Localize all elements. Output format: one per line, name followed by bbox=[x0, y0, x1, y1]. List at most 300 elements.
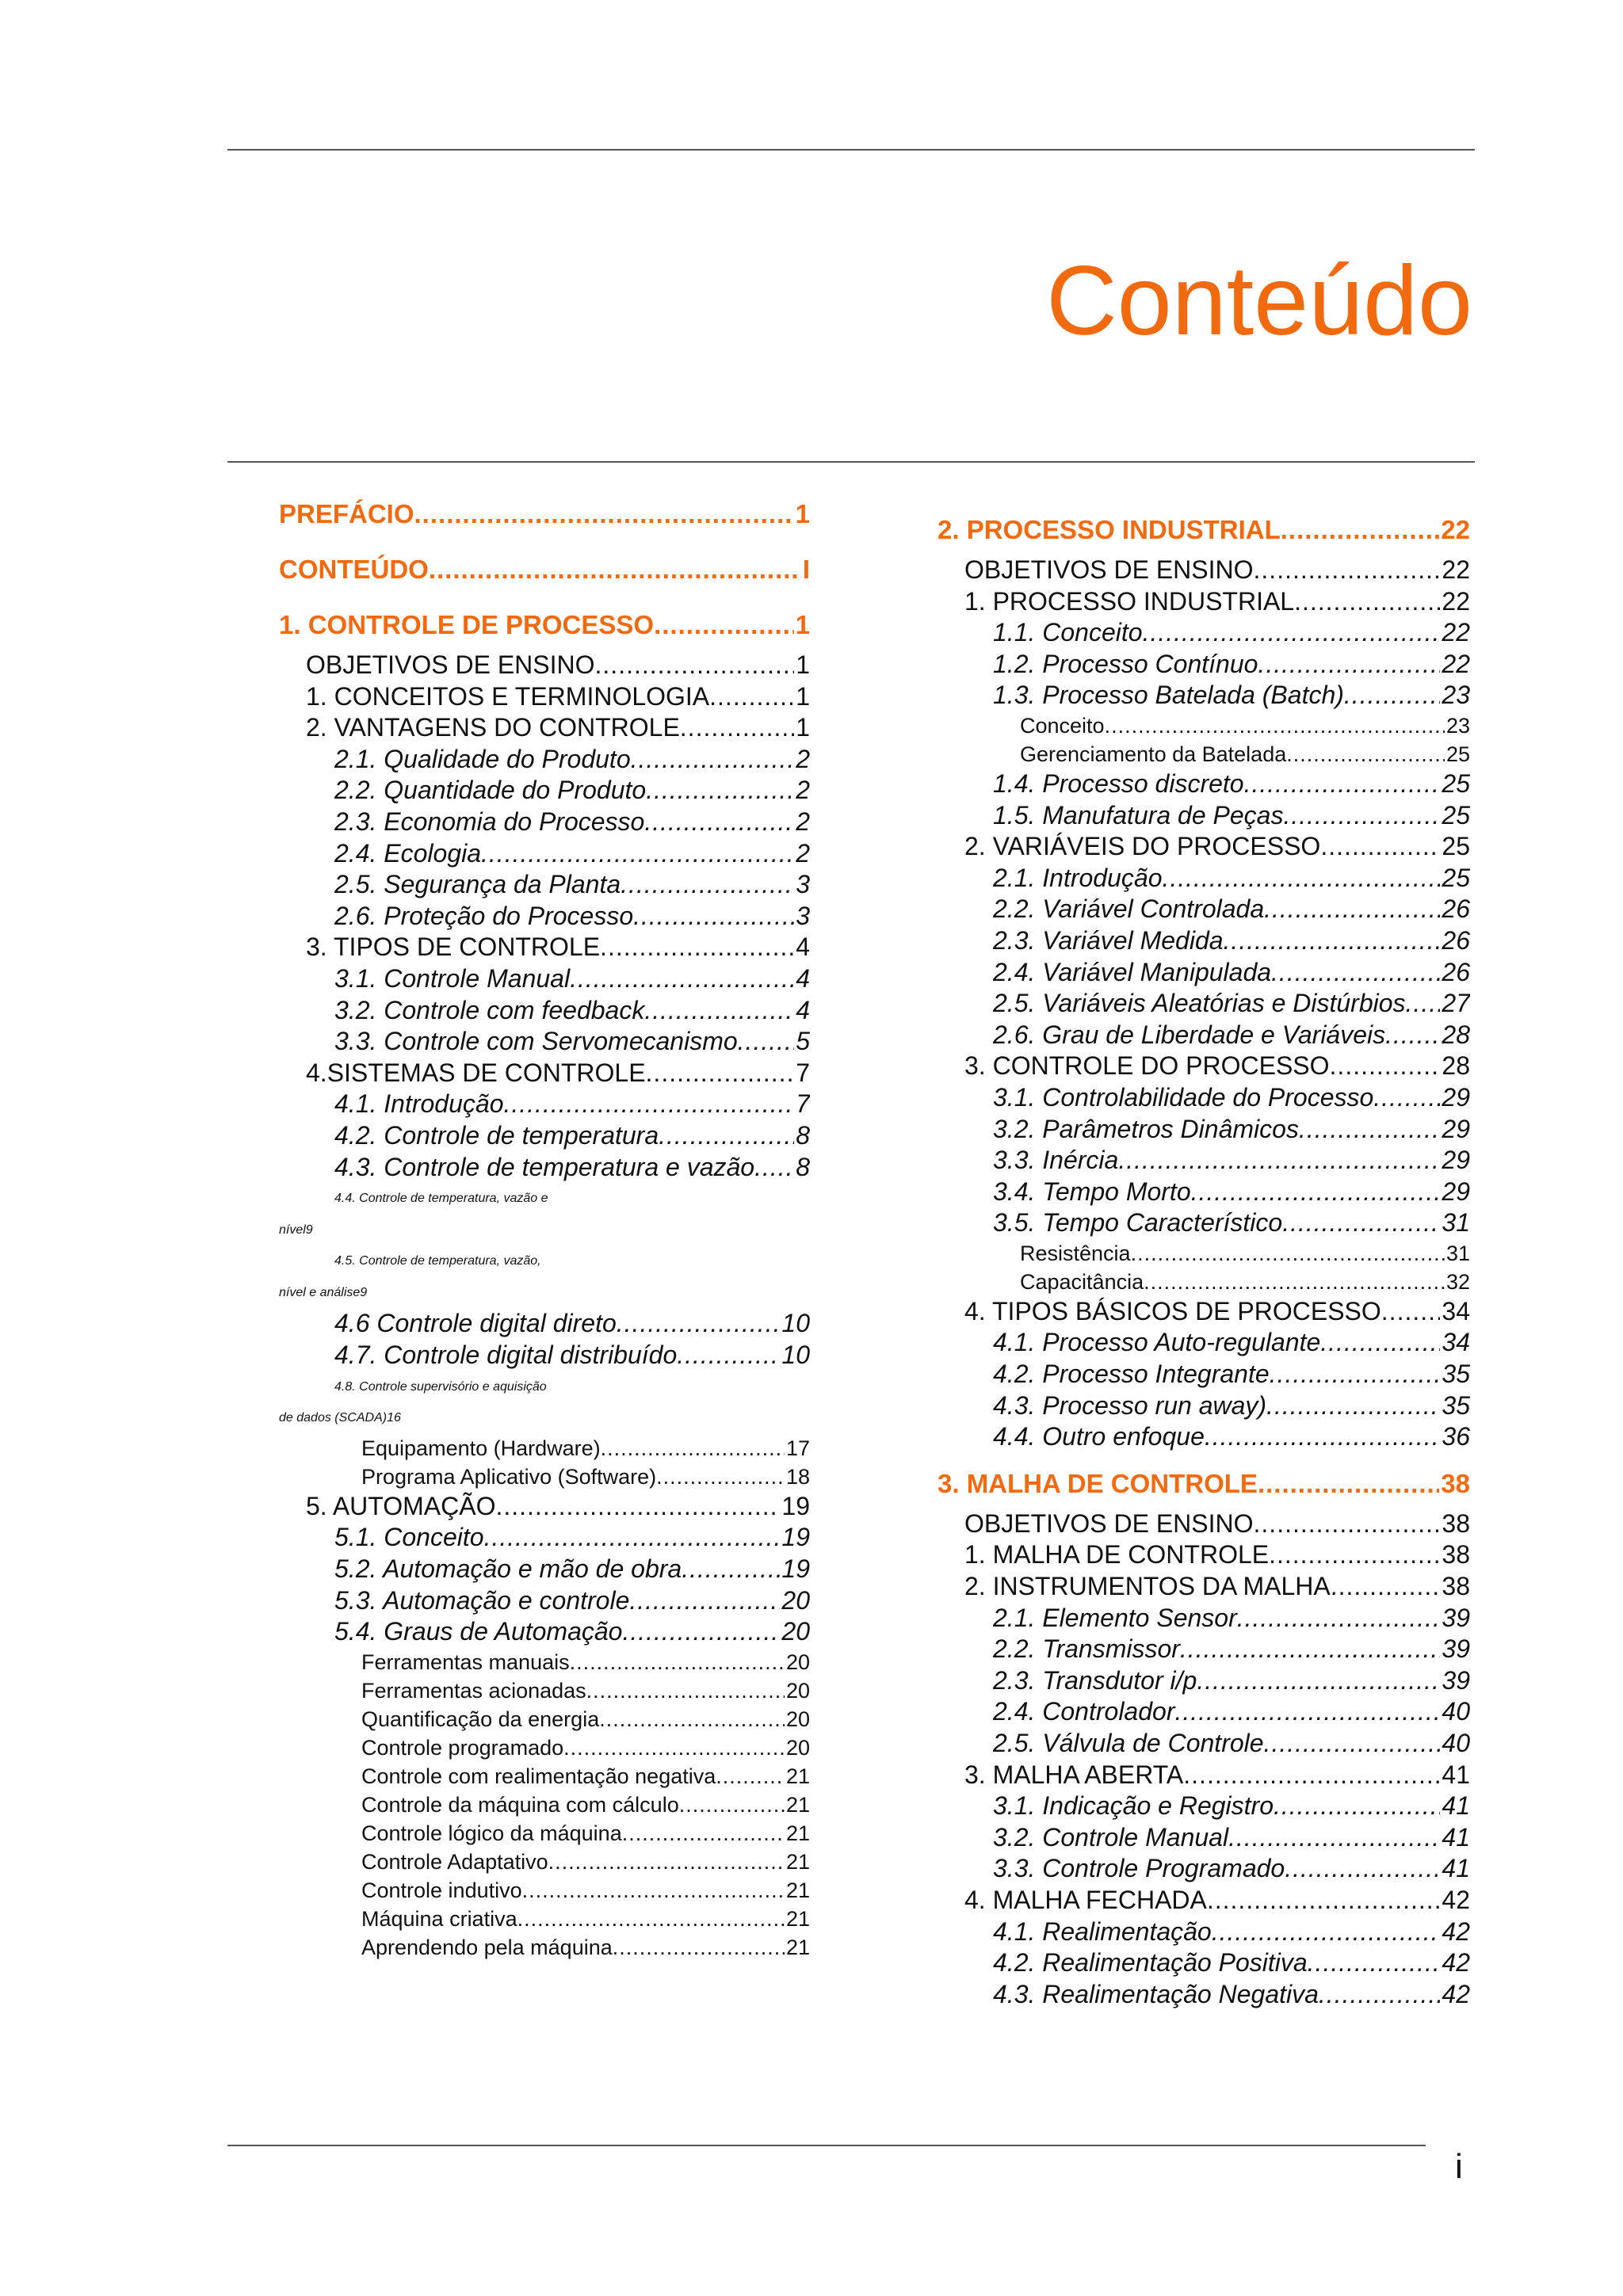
toc-page-number: 41 bbox=[1442, 1791, 1470, 1821]
toc-leader-dots bbox=[1237, 1603, 1441, 1634]
toc-entry[interactable] bbox=[938, 1539, 1470, 1571]
toc-entry[interactable] bbox=[938, 1207, 1470, 1239]
toc-entry[interactable] bbox=[938, 555, 1470, 586]
toc-entry-label: Ferramentas manuais bbox=[361, 1650, 570, 1674]
toc-leader-dots bbox=[481, 838, 794, 870]
toc-leader-dots bbox=[484, 1522, 781, 1554]
toc-entry-label: 4.3. Processo run away) bbox=[993, 1390, 1267, 1420]
toc-entry-label: 3.3. Controle com Servomecanismo bbox=[334, 1027, 738, 1056]
toc-leader-dots bbox=[1191, 1177, 1441, 1208]
toc-page-number: 23 bbox=[1445, 713, 1470, 738]
page-title: Conteúdo bbox=[1046, 246, 1472, 356]
toc-leader-dots bbox=[1270, 1359, 1441, 1390]
toc-leader-dots bbox=[654, 601, 794, 650]
toc-entry-label: 2.3. Variável Medida bbox=[993, 925, 1224, 955]
toc-leader-dots bbox=[1258, 1459, 1439, 1508]
toc-entry[interactable] bbox=[279, 1058, 810, 1089]
toc-entry[interactable] bbox=[279, 1308, 810, 1340]
toc-page-number: 4 bbox=[796, 963, 810, 993]
toc-page-number: 20 bbox=[785, 1650, 810, 1674]
toc-entry-label: 4.8. Controle supervisório e aquisição bbox=[334, 1379, 547, 1394]
toc-entry[interactable] bbox=[279, 1371, 810, 1434]
toc-page-number: 25 bbox=[1445, 742, 1470, 766]
toc-entry-label: 1.1. Conceito bbox=[993, 618, 1143, 647]
toc-entry[interactable] bbox=[938, 586, 1470, 618]
toc-entry-label: OBJETIVOS DE ENSINO bbox=[964, 1508, 1254, 1538]
toc-leader-dots bbox=[738, 1026, 795, 1058]
toc-entry[interactable] bbox=[279, 1705, 810, 1733]
toc-entry[interactable] bbox=[279, 1340, 810, 1371]
toc-entry-label: OBJETIVOS DE ENSINO bbox=[306, 650, 595, 679]
toc-entry[interactable] bbox=[938, 925, 1470, 957]
toc-entry-label: 4.1. Introdução bbox=[334, 1089, 504, 1119]
toc-entry[interactable] bbox=[938, 1634, 1470, 1665]
toc-page-number: 39 bbox=[1442, 1603, 1470, 1632]
toc-leader-dots bbox=[1207, 1885, 1441, 1917]
toc-leader-dots bbox=[1131, 1239, 1445, 1268]
toc-leader-dots bbox=[1286, 740, 1445, 769]
toc-entry-label: OBJETIVOS DE ENSINO bbox=[964, 555, 1254, 584]
toc-entry-label: Quantificação da energia bbox=[361, 1707, 600, 1731]
toc-entry-label: 3. MALHA DE CONTROLE bbox=[938, 1468, 1258, 1498]
toc-entry[interactable] bbox=[279, 1762, 810, 1791]
toc-entry[interactable] bbox=[938, 1696, 1470, 1728]
toc-entry-label: Resistência bbox=[1020, 1241, 1131, 1265]
toc-entry[interactable] bbox=[938, 1268, 1470, 1296]
toc-entry-label: 1.3. Processo Batelada (Batch) bbox=[993, 681, 1344, 710]
toc-page-number: 20 bbox=[785, 1678, 810, 1703]
toc-entry-label: Capacitância bbox=[1020, 1269, 1144, 1294]
toc-entry-label: 2. INSTRUMENTOS DA MALHA bbox=[964, 1572, 1331, 1601]
toc-entry[interactable] bbox=[938, 680, 1470, 711]
toc-entry-label: 2.6. Proteção do Processo bbox=[334, 901, 634, 930]
toc-leader-dots bbox=[570, 1648, 785, 1676]
toc-leader-dots bbox=[631, 744, 795, 776]
toc-page-number: 34 bbox=[1442, 1296, 1470, 1325]
toc-entry[interactable] bbox=[279, 1026, 810, 1058]
page-number: i bbox=[1455, 2147, 1463, 2186]
toc-entry[interactable] bbox=[938, 769, 1470, 800]
toc-leader-dots bbox=[1105, 711, 1445, 740]
toc-entry[interactable] bbox=[279, 1463, 810, 1491]
toc-entry[interactable] bbox=[279, 744, 810, 776]
toc-entry[interactable] bbox=[938, 957, 1470, 989]
toc-leader-dots bbox=[1308, 1947, 1441, 1979]
toc-page-number: 22 bbox=[1442, 586, 1470, 616]
toc-page-number: 4 bbox=[796, 933, 810, 962]
toc-entry[interactable] bbox=[938, 1728, 1470, 1760]
toc-page-number: 10 bbox=[781, 1309, 810, 1338]
toc-page-number: 16 bbox=[387, 1411, 401, 1425]
toc-entry[interactable] bbox=[279, 1491, 810, 1523]
toc-leader-dots bbox=[1162, 863, 1440, 894]
toc-leader-dots bbox=[1264, 1728, 1441, 1760]
toc-entry-label: 3.3. Controle Programado bbox=[993, 1854, 1285, 1883]
toc-entry-label: 2.5. Válvula de Controle bbox=[993, 1729, 1264, 1757]
toc-entry[interactable] bbox=[938, 863, 1470, 894]
toc-page-number: 35 bbox=[1442, 1390, 1470, 1420]
toc-page-number: 26 bbox=[1442, 925, 1470, 955]
toc-chapter-entry[interactable] bbox=[279, 490, 810, 539]
toc-chapter-entry[interactable] bbox=[938, 505, 1470, 555]
toc-entry-label: 4.6 Controle digital direto bbox=[334, 1309, 617, 1338]
toc-leader-dots bbox=[1320, 831, 1440, 863]
toc-leader-dots bbox=[1174, 1696, 1440, 1728]
toc-entry[interactable] bbox=[279, 901, 810, 933]
toc-entry[interactable] bbox=[938, 1603, 1470, 1634]
toc-entry-label: 4.4. Controle de temperatura, vazão e bbox=[334, 1192, 548, 1206]
toc-page-number: 32 bbox=[1445, 1269, 1470, 1294]
toc-leader-dots bbox=[1118, 1145, 1440, 1177]
toc-entry-label: Controle lógico da máquina bbox=[361, 1821, 622, 1845]
toc-page-number: 28 bbox=[1442, 1051, 1470, 1081]
toc-page-number: 2 bbox=[796, 744, 810, 773]
toc-page-number: 21 bbox=[785, 1764, 810, 1788]
toc-entry-label: 2.6. Grau de Liberdade e Variáveis bbox=[993, 1020, 1386, 1049]
toc-entry-label: 4.1. Realimentação bbox=[993, 1917, 1212, 1946]
toc-page-number: 3 bbox=[796, 901, 810, 930]
toc-page-number: 38 bbox=[1442, 1540, 1470, 1569]
toc-entry[interactable] bbox=[279, 1434, 810, 1463]
toc-leader-dots bbox=[1254, 555, 1441, 586]
toc-leader-dots bbox=[1281, 505, 1440, 555]
toc-entry-label-continued: de dados (SCADA) bbox=[279, 1411, 388, 1425]
toc-entry[interactable] bbox=[279, 1848, 810, 1876]
toc-page-number: 2 bbox=[796, 838, 810, 868]
toc-entry[interactable] bbox=[938, 1791, 1470, 1822]
toc-leader-dots bbox=[1266, 1390, 1440, 1422]
toc-entry[interactable] bbox=[938, 1239, 1470, 1268]
toc-page-number: 20 bbox=[785, 1707, 810, 1731]
toc-entry-label: 4.3. Realimentação Negativa bbox=[993, 1979, 1319, 2008]
toc-leader-dots bbox=[1197, 1665, 1440, 1697]
toc-page-number: 25 bbox=[1442, 832, 1470, 861]
toc-entry-label: 4.SISTEMAS DE CONTROLE bbox=[306, 1058, 646, 1087]
toc-page-number: 7 bbox=[796, 1058, 810, 1087]
toc-entry[interactable] bbox=[279, 1616, 810, 1648]
toc-entry[interactable] bbox=[938, 649, 1470, 681]
toc-page-number: 21 bbox=[785, 1906, 810, 1931]
toc-leader-dots bbox=[1180, 1634, 1441, 1665]
toc-entry[interactable] bbox=[938, 800, 1470, 832]
toc-entry[interactable] bbox=[279, 1183, 810, 1245]
toc-page-number: 27 bbox=[1442, 989, 1470, 1018]
toc-page-number: 20 bbox=[781, 1585, 810, 1615]
toc-leader-dots bbox=[548, 1848, 785, 1876]
toc-leader-dots bbox=[754, 1152, 794, 1184]
toc-page-number: 41 bbox=[1442, 1760, 1470, 1789]
toc-leader-dots bbox=[599, 1705, 785, 1733]
toc-entry[interactable] bbox=[279, 1245, 810, 1308]
toc-leader-dots bbox=[600, 932, 794, 963]
toc-page-number: 40 bbox=[1442, 1697, 1470, 1726]
toc-leader-dots bbox=[1143, 617, 1441, 649]
toc-leader-dots bbox=[495, 1491, 780, 1523]
toc-entry[interactable] bbox=[279, 1648, 810, 1676]
toc-entry-label: Equipamento (Hardware) bbox=[361, 1436, 601, 1460]
toc-page-number: 28 bbox=[1442, 1020, 1470, 1049]
toc-entry[interactable] bbox=[279, 1791, 810, 1819]
toc-entry-label: 5.4. Graus de Automação bbox=[334, 1617, 623, 1646]
toc-page-number: 26 bbox=[1442, 957, 1470, 986]
toc-entry[interactable] bbox=[279, 1522, 810, 1554]
toc-entry-label: 3. MALHA ABERTA bbox=[964, 1760, 1184, 1789]
toc-page-number: 21 bbox=[785, 1849, 810, 1874]
toc-entry[interactable] bbox=[279, 1554, 810, 1585]
toc-leader-dots bbox=[629, 1585, 780, 1617]
toc-leader-dots bbox=[622, 1616, 780, 1648]
toc-page-number: 38 bbox=[1442, 1572, 1470, 1601]
toc-page-number: 1 bbox=[796, 681, 810, 711]
toc-page-number: 3 bbox=[796, 870, 810, 899]
toc-leader-dots bbox=[617, 1308, 781, 1340]
toc-entry[interactable] bbox=[279, 1876, 810, 1905]
toc-leader-dots bbox=[682, 1554, 780, 1585]
toc-page-number: 29 bbox=[1442, 1114, 1470, 1143]
toc-entry[interactable] bbox=[938, 831, 1470, 863]
toc-entry[interactable] bbox=[279, 807, 810, 838]
toc-leader-dots bbox=[709, 681, 794, 713]
toc-entry-label: Aprendendo pela máquina bbox=[361, 1935, 613, 1959]
toc-page-number: 9 bbox=[305, 1222, 313, 1237]
toc-entry[interactable] bbox=[279, 1120, 810, 1152]
toc-entry-label: 5.1. Conceito bbox=[334, 1523, 484, 1552]
toc-entry-label: 3.2. Controle com feedback bbox=[334, 995, 645, 1024]
toc-entry-label: 2.2. Quantidade do Produto bbox=[334, 776, 647, 805]
toc-entry-label: 4.2. Controle de temperatura bbox=[334, 1120, 659, 1150]
toc-page-number: 18 bbox=[785, 1464, 810, 1489]
toc-entry-line bbox=[279, 1277, 810, 1309]
toc-entry-label: 2. PROCESSO INDUSTRIAL bbox=[938, 515, 1281, 544]
toc-entry-label: 2.2. Transmissor bbox=[993, 1634, 1180, 1664]
toc-page-number: 9 bbox=[360, 1285, 368, 1299]
toc-entry[interactable] bbox=[279, 1933, 810, 1962]
toc-entry-label: 3.1. Controlabilidade do Processo bbox=[993, 1082, 1374, 1112]
toc-entry[interactable] bbox=[279, 963, 810, 995]
toc-page-number: 2 bbox=[796, 776, 810, 805]
toc-entry-label: 1. PROCESSO INDUSTRIAL bbox=[964, 586, 1295, 616]
toc-entry-label: 2.1. Elemento Sensor bbox=[993, 1603, 1237, 1632]
toc-leader-dots bbox=[679, 1791, 785, 1819]
toc-leader-dots bbox=[644, 995, 794, 1027]
toc-entry-label: 2.3. Transdutor i/p bbox=[993, 1665, 1197, 1695]
toc-leader-dots bbox=[1144, 1268, 1445, 1296]
toc-chapter-entry[interactable] bbox=[279, 601, 810, 650]
toc-entry[interactable] bbox=[279, 1676, 810, 1705]
toc-entry[interactable] bbox=[938, 894, 1470, 925]
toc-entry-label: 4.5. Controle de temperatura, vazão, bbox=[334, 1254, 541, 1268]
toc-entry-label: 2.4. Ecologia bbox=[334, 838, 482, 868]
toc-entry[interactable] bbox=[938, 617, 1470, 649]
toc-leader-dots bbox=[622, 1819, 785, 1848]
toc-entry-label: 1. CONTROLE DE PROCESSO bbox=[279, 610, 655, 639]
toc-page-number: 1 bbox=[795, 499, 810, 528]
toc-entry[interactable] bbox=[938, 1359, 1470, 1390]
toc-leader-dots bbox=[659, 1120, 794, 1152]
toc-page-number: 26 bbox=[1442, 894, 1470, 924]
toc-entry[interactable] bbox=[279, 1733, 810, 1762]
toc-page-number: 1 bbox=[795, 610, 810, 639]
toc-entry-label: 3.1. Indicação e Registro bbox=[993, 1791, 1274, 1821]
toc-entry[interactable] bbox=[279, 1819, 810, 1848]
toc-entry-label: 4.1. Processo Auto-regulante bbox=[993, 1328, 1321, 1357]
toc-page-number: 22 bbox=[1442, 649, 1470, 678]
toc-entry-label: Controle com realimentação negativa bbox=[361, 1764, 716, 1788]
toc-entry[interactable] bbox=[938, 1145, 1470, 1177]
toc-entry[interactable] bbox=[938, 1020, 1470, 1051]
toc-page-number: 42 bbox=[1442, 1885, 1470, 1914]
toc-page-number: 39 bbox=[1442, 1665, 1470, 1695]
toc-leader-dots bbox=[1244, 769, 1441, 800]
toc-entry-label: Conceito bbox=[1020, 713, 1105, 738]
toc-entry[interactable] bbox=[938, 1508, 1470, 1540]
toc-entry-label: 3.2. Controle Manual bbox=[993, 1822, 1229, 1852]
toc-page-number: 42 bbox=[1442, 1979, 1470, 2008]
toc-entry[interactable] bbox=[938, 1296, 1470, 1328]
toc-leader-dots bbox=[1282, 1207, 1440, 1239]
toc-entry[interactable] bbox=[938, 1114, 1470, 1146]
toc-entry[interactable] bbox=[279, 712, 810, 744]
toc-entry-label: 4.4. Outro enfoque bbox=[993, 1422, 1205, 1451]
toc-entry-label: 4.2. Realimentação Positiva bbox=[993, 1948, 1308, 1978]
toc-entry[interactable] bbox=[279, 1089, 810, 1120]
toc-entry[interactable] bbox=[938, 1760, 1470, 1791]
toc-leader-dots bbox=[1331, 1571, 1441, 1603]
toc-page-number: 8 bbox=[796, 1120, 810, 1150]
toc-entry[interactable] bbox=[279, 1585, 810, 1617]
toc-page-number: 31 bbox=[1442, 1208, 1470, 1238]
toc-entry[interactable] bbox=[938, 1390, 1470, 1422]
toc-entry-label: 2. VARIÁVEIS DO PROCESSO bbox=[964, 832, 1321, 861]
toc-leader-dots bbox=[429, 545, 801, 594]
toc-entry-line bbox=[279, 1215, 810, 1246]
toc-page-number: 19 bbox=[781, 1491, 810, 1520]
toc-leader-dots bbox=[1205, 1421, 1441, 1453]
toc-page-number: 4 bbox=[796, 995, 810, 1024]
toc-page-number: 5 bbox=[796, 1027, 810, 1056]
toc-entry[interactable] bbox=[938, 711, 1470, 740]
toc-entry[interactable] bbox=[279, 869, 810, 901]
toc-entry[interactable] bbox=[938, 1885, 1470, 1917]
toc-leader-dots bbox=[1274, 1791, 1440, 1822]
toc-entry-label: 3.5. Tempo Característico bbox=[993, 1208, 1283, 1238]
toc-leader-dots bbox=[586, 1676, 785, 1705]
toc-leader-dots bbox=[1319, 1979, 1441, 2011]
toc-page-number: 19 bbox=[781, 1554, 810, 1584]
toc-leader-dots bbox=[633, 901, 794, 933]
toc-entry-label: 2.5. Variáveis Aleatórias e Distúrbios bbox=[993, 989, 1406, 1018]
toc-leader-dots bbox=[680, 712, 794, 744]
toc-leader-dots bbox=[1271, 957, 1440, 989]
toc-entry-label: 1.4. Processo discreto bbox=[993, 769, 1244, 798]
toc-leader-dots bbox=[1258, 649, 1440, 681]
toc-leader-dots bbox=[1344, 680, 1441, 711]
toc-entry[interactable] bbox=[938, 1979, 1470, 2011]
toc-entry-label: Controle da máquina com cálculo bbox=[361, 1792, 679, 1817]
toc-page-number: 36 bbox=[1442, 1422, 1470, 1451]
toc-leader-dots bbox=[1228, 1822, 1440, 1854]
toc-page-number: 22 bbox=[1442, 555, 1470, 584]
toc-page-number: 42 bbox=[1442, 1948, 1470, 1978]
toc-page-number: 34 bbox=[1442, 1328, 1470, 1357]
toc-entry[interactable] bbox=[938, 740, 1470, 769]
toc-entry-label: 3. CONTROLE DO PROCESSO bbox=[964, 1051, 1330, 1081]
toc-entry[interactable] bbox=[938, 1822, 1470, 1854]
toc-entry-label: 1. MALHA DE CONTROLE bbox=[964, 1540, 1270, 1569]
toc-page-number: 21 bbox=[785, 1878, 810, 1902]
toc-entry[interactable] bbox=[938, 1853, 1470, 1885]
toc-entry[interactable] bbox=[279, 1152, 810, 1184]
toc-leader-dots bbox=[1285, 1853, 1440, 1885]
toc-leader-dots bbox=[1385, 1020, 1440, 1051]
toc-page-number: 19 bbox=[781, 1523, 810, 1552]
toc-entry[interactable] bbox=[279, 775, 810, 807]
toc-chapter-entry[interactable] bbox=[938, 1459, 1470, 1508]
toc-entry[interactable] bbox=[279, 681, 810, 713]
toc-page-number: 41 bbox=[1442, 1822, 1470, 1852]
toc-entry[interactable] bbox=[938, 1665, 1470, 1697]
toc-entry[interactable] bbox=[279, 650, 810, 681]
toc-page-number: 35 bbox=[1442, 1360, 1470, 1389]
toc-entry-label: Programa Aplicativo (Software) bbox=[361, 1464, 657, 1489]
toc-leader-dots bbox=[1299, 1114, 1440, 1146]
toc-entry[interactable] bbox=[938, 1051, 1470, 1082]
toc-right-column bbox=[938, 505, 1470, 2010]
toc-entry[interactable] bbox=[279, 838, 810, 870]
toc-left-column bbox=[279, 490, 810, 1962]
toc-page-number: 25 bbox=[1442, 800, 1470, 830]
toc-leader-dots bbox=[522, 1876, 785, 1905]
toc-entry[interactable] bbox=[938, 988, 1470, 1020]
toc-entry[interactable] bbox=[938, 1917, 1470, 1948]
toc-leader-dots bbox=[1183, 1760, 1440, 1791]
toc-page-number: 7 bbox=[796, 1089, 810, 1119]
toc-entry-label: Gerenciamento da Batelada bbox=[1020, 742, 1287, 766]
toc-entry-label: 4.3. Controle de temperatura e vazão bbox=[334, 1152, 755, 1181]
toc-entry[interactable] bbox=[279, 995, 810, 1027]
toc-entry-label: 2.2. Variável Controlada bbox=[993, 894, 1265, 924]
toc-page-number: 38 bbox=[1441, 1468, 1470, 1498]
toc-leader-dots bbox=[646, 1058, 795, 1089]
toc-leader-dots bbox=[414, 490, 794, 539]
toc-page-number: 38 bbox=[1442, 1508, 1470, 1538]
toc-entry-label: 2.5. Segurança da Planta bbox=[334, 870, 621, 899]
toc-entry[interactable] bbox=[938, 1947, 1470, 1979]
toc-leader-dots bbox=[1269, 1539, 1440, 1571]
toc-entry[interactable] bbox=[938, 1421, 1470, 1453]
toc-entry-label: 1.5. Manufatura de Peças bbox=[993, 800, 1284, 830]
toc-chapter-entry[interactable] bbox=[279, 545, 810, 594]
toc-entry[interactable] bbox=[938, 1082, 1470, 1114]
toc-entry[interactable] bbox=[279, 1905, 810, 1933]
toc-page-number: 41 bbox=[1442, 1854, 1470, 1883]
toc-leader-dots bbox=[1320, 1327, 1440, 1359]
toc-entry[interactable] bbox=[938, 1327, 1470, 1359]
toc-entry[interactable] bbox=[279, 932, 810, 963]
toc-leader-dots bbox=[1254, 1508, 1441, 1540]
toc-leader-dots bbox=[1264, 894, 1440, 925]
toc-page-number: 21 bbox=[785, 1935, 810, 1959]
toc-page-number: 25 bbox=[1442, 863, 1470, 892]
toc-entry[interactable] bbox=[938, 1177, 1470, 1208]
toc-entry-label: 2.1. Introdução bbox=[993, 863, 1163, 892]
toc-entry-label: Ferramentas acionadas bbox=[361, 1678, 586, 1703]
toc-page-number: 10 bbox=[781, 1341, 810, 1370]
toc-entry-label-continued: nível e análise bbox=[279, 1285, 361, 1299]
toc-page-number: 2 bbox=[796, 807, 810, 836]
toc-entry[interactable] bbox=[938, 1571, 1470, 1603]
toc-page-number: 23 bbox=[1442, 681, 1470, 710]
